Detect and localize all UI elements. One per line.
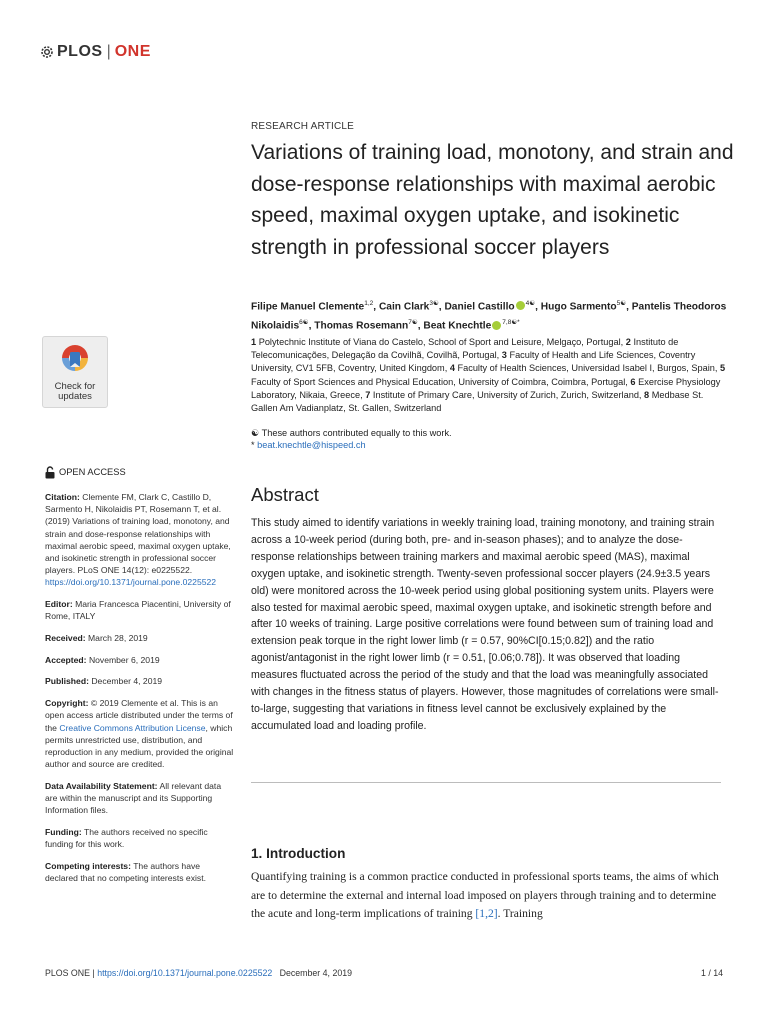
author-affiliation-marker: 5☯ — [616, 300, 627, 307]
author-name: Pantelis Theodoros Nikolaidis — [251, 301, 727, 332]
open-lock-icon — [45, 466, 55, 479]
page-number: 1 / 14 — [700, 968, 723, 978]
page-footer — [45, 968, 723, 978]
abstract-heading: Abstract — [251, 484, 319, 505]
author-separator: , — [535, 301, 541, 313]
author-affiliation-marker: 1,2 — [364, 300, 374, 307]
journal-logo[interactable] — [40, 42, 151, 62]
affiliation-text: Medbase St. Gallen Am Vadianplatz, St. Gallen, Switzerland — [251, 389, 704, 414]
logo-brand: PLOS — [57, 43, 103, 60]
email-link[interactable]: beat.knechtle@hispeed.ch — [257, 440, 366, 450]
funding: Funding: The authors received no specific funding for this work. — [45, 826, 208, 850]
article-metadata-sidebar — [45, 466, 235, 894]
footer-doi-link[interactable]: https://doi.org/10.1371/journal.pone.0225522 — [97, 968, 273, 978]
author-separator: , — [373, 301, 379, 313]
published-date: Published: December 4, 2019 — [45, 676, 163, 687]
affiliation-number: 4 — [449, 363, 455, 374]
affiliation-number: 6 — [630, 376, 636, 387]
affiliation-text: Faculty of Health Sciences, Universidad Isabel I, Burgos, Spain, — [457, 363, 718, 374]
accepted-date: Accepted: November 6, 2019 — [45, 654, 160, 665]
affiliation-text: Faculty of Sport Sciences and Physical Education, University of Coimbra, Coimbra, Portugal, — [251, 376, 628, 387]
citation: Citation: Clemente FM, Clark C, Castillo D, Sarmento H, Nikolaidis PT, Rosemann T, et al. (2019) Variations of training load, monotony, and strain and dose-response relationships with maximal aerobic speed, maximal oxygen uptake, and isokinetic strength in professional soccer players. PLoS ONE 14(12): e0225522. https://doi.org/10.1371/journal.pone.0225522 — [45, 492, 231, 588]
citation-doi-link[interactable]: https://doi.org/10.1371/journal.pone.0225522 — [45, 577, 217, 588]
orcid-icon[interactable] — [516, 301, 525, 310]
introduction-body: Quantifying training is a common practice conducted in professional sports teams, the aims of which are to determine the external and internal load imposed on players through training and to determine the acute and long-term implications of training [1,2]. Training — [251, 870, 719, 921]
author-list — [251, 296, 731, 335]
author-affiliation-marker: 3☯ — [429, 300, 439, 307]
received-date: Received: March 28, 2019 — [45, 633, 148, 644]
introduction-heading: 1. Introduction — [251, 846, 346, 861]
author-affiliation-marker: 6☯ — [299, 319, 309, 327]
affiliation-number: 8 — [644, 389, 650, 400]
article-title: Variations of training load, monotony, and strain and dose-response relationships with maximal aerobic speed, maximal oxygen uptake, and isokinetic strength in professional soccer players — [251, 141, 734, 259]
data-availability: Data Availability Statement: All relevant data are within the manuscript and its Supporting Information files. — [45, 780, 222, 816]
license-link[interactable]: Creative Commons Attribution License — [59, 722, 206, 733]
logo-journal: ONE — [114, 43, 151, 60]
copyright: Copyright: © 2019 Clemente et al. This is an open access article distributed under the terms of the Creative Commons Attribution License, which permits unrestricted use, distribution, and reproduction in any medium, provided the original author and source are credited. — [45, 698, 234, 770]
check-for-updates-badge[interactable] — [42, 336, 108, 408]
affiliation-text: Faculty of Health and Life Sciences, Coventry University, CV1 5FB, Coventry, United Kingdom, — [251, 350, 696, 374]
reference-link[interactable]: [1,2] — [475, 907, 498, 921]
affiliation-number: 5 — [720, 363, 726, 374]
author-separator: , — [626, 301, 632, 313]
article-type: RESEARCH ARTICLE — [251, 121, 355, 132]
author-name: Thomas Rosemann — [314, 320, 409, 332]
author-separator: , — [417, 320, 424, 332]
check-updates-label: Check for updates — [54, 381, 96, 402]
author-affiliation-marker: 4☯ — [525, 300, 536, 307]
corresponding-mark: * — [251, 440, 255, 450]
affiliation-text: Exercise Physiology Laboratory, Nikaia, Greece, — [251, 376, 721, 400]
affiliation-number: 7 — [365, 389, 371, 400]
author-affiliation-marker: 7☯ — [408, 319, 418, 327]
affiliation-number: 3 — [501, 350, 507, 361]
affiliation-number: 1 — [251, 337, 257, 347]
author-name: Beat Knechtle — [423, 320, 492, 332]
equal-contribution-note: ☯ These authors contributed equally to this work. — [251, 428, 452, 438]
author-name: Filipe Manuel Clemente — [251, 301, 365, 313]
corresponding-author — [251, 439, 366, 452]
author-separator: , — [438, 301, 445, 313]
section-divider — [251, 782, 721, 783]
author-affiliation-marker: 7,8☯* — [502, 319, 520, 327]
editor: Editor: Maria Francesca Piacentini, University of Rome, ITALY — [45, 599, 231, 622]
abstract-body: This study aimed to identify variations in weekly training load, training monotony, and training strain across a 10-week period (during both, pre- and in-season phases); and to analyze the dose-response relationships between training markers and maximal aerobic speed (MAS), maximal oxygen uptake, and isokinetic strength. Twenty-seven professional soccer players (24.9±3.5 years old) were monitored across the 10-week period using global positioning system units. Players were also tested for maximal aerobic speed, maximal oxygen uptake, and isokinetic strength before and after 10 weeks of training. Large positive correlations were found between sum of training load and extension peak torque in the right lower limb (r = 0.57, 90%CI[0.15;0.82]) and the ratio agonist/antagonist in the right lower limb (r = 0.51, [0.06;0.78]). It was observed that loading measures fluctuated across the period of the study and that the load was meaningfully associated with changes in the fitness status of players. However, those magnitudes of correlations were small-to-large, suggesting that variations in fitness level cannot be exclusively explained by the accumulated load and loading profile. — [251, 517, 719, 732]
footer-date: December 4, 2019 — [279, 968, 353, 978]
footer-citation: PLOS ONE | https://doi.org/10.1371/journal.pone.0225522 December 4, 2019 — [45, 968, 353, 978]
check-updates-icon — [59, 342, 91, 374]
affiliations — [251, 336, 726, 415]
affiliation-number: 2 — [625, 337, 631, 347]
logo-separator: | — [106, 43, 111, 60]
affiliation-text: Instituto de Telecomunicações, Delegação da Covilhã, Covilhã, Portugal, — [251, 337, 679, 361]
open-access-label: OPEN ACCESS — [45, 466, 235, 479]
competing-interests: Competing interests: The authors have declared that no competing interests exist. — [45, 860, 206, 884]
orcid-icon[interactable] — [492, 321, 501, 330]
affiliation-text: Institute of Primary Care, University of Zurich, Zurich, Switzerland, — [372, 389, 642, 400]
author-separator: , — [308, 320, 315, 332]
author-name: Hugo Sarmento — [540, 301, 617, 313]
plos-gear-icon — [40, 45, 54, 59]
author-name: Cain Clark — [378, 301, 430, 313]
affiliation-text: Polytechnic Institute of Viana do Castelo, School of Sport and Leisure, Melgaço, Portugal, — [258, 337, 624, 347]
author-name: Daniel Castillo — [444, 301, 515, 313]
